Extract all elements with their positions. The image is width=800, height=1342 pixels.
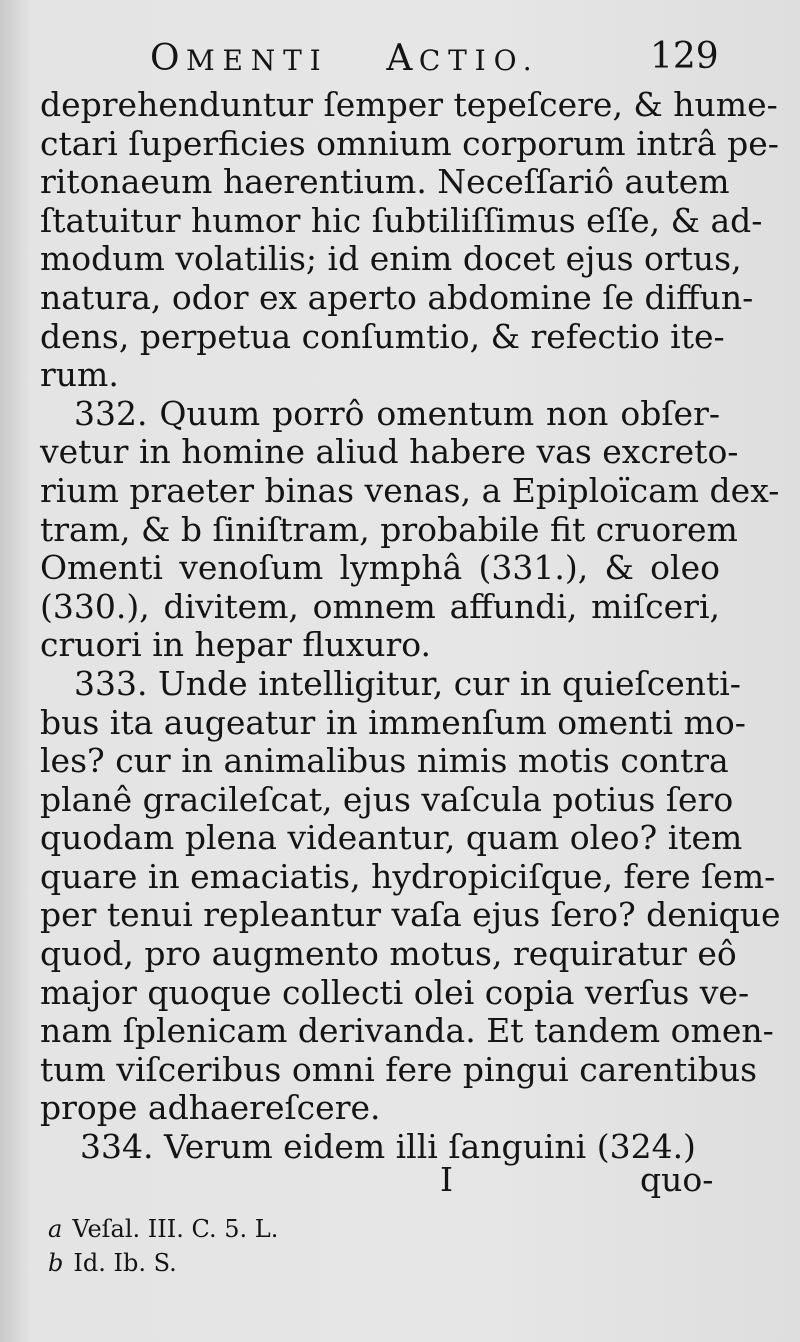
- text-line: quare in emaciatis, hydropiciſque, fere ſem-: [40, 856, 776, 896]
- text-line: ctari ſuperficies omnium corporum intrâ pe-: [40, 123, 779, 163]
- footnotes: [48, 1212, 278, 1280]
- paragraph-334-start: 334. Verum eidem illi ſanguini (324.): [80, 1127, 696, 1167]
- text-line: deprehenduntur ſemper tepeſcere, & hume-: [40, 85, 778, 124]
- header-initial-o: O: [150, 38, 186, 79]
- text-line: dens, perpetua conſumtio, & refectio ite-: [40, 316, 725, 356]
- text-line: quodam plena videantur, quam oleo? item: [40, 818, 743, 858]
- text-line: prope adhaereſcere.: [40, 1088, 381, 1128]
- text-line: les? cur in animalibus nimis motis contra: [40, 741, 729, 781]
- footnote-text: Veſal. III. C. 5. L.: [72, 1215, 279, 1243]
- paragraph-333-start: 333. Unde intelligitur, cur in quieſcenti-: [74, 663, 741, 703]
- text-line: per tenui repleantur vaſa ejus ſero? denique: [40, 895, 781, 935]
- text-line: Omenti venoſum lymphâ (331.), & oleo: [40, 548, 720, 588]
- text-line: planê gracileſcat, ejus vaſcula potius ſero: [40, 779, 734, 819]
- catchline: [0, 1160, 720, 1200]
- running-header: [150, 38, 539, 79]
- footnote-a: [48, 1212, 278, 1246]
- footnote-text: Id. Ib. S.: [73, 1249, 177, 1277]
- signature-mark: I: [440, 1160, 454, 1199]
- paragraph-332-start: 332. Quum porrô omentum non obſer-: [74, 393, 720, 433]
- page-number: 129: [650, 36, 719, 77]
- text-line: vetur in homine aliud habere vas excreto-: [40, 432, 739, 472]
- header-word-menti: MENTI: [186, 44, 329, 77]
- text-line: bus ita augeatur in immenſum omenti mo-: [40, 702, 746, 742]
- text-line: quod, pro augmento motus, requiratur eô: [40, 934, 737, 974]
- text-line: (330.), divitem, omnem affundi, miſceri,: [40, 586, 720, 626]
- text-line: modum volatilis; id enim docet ejus ortus,: [40, 239, 742, 279]
- header-word-actio: CTIO.: [418, 44, 540, 77]
- text-line: major quoque collecti olei copia verſus ve-: [40, 972, 750, 1012]
- text-line: nam ſplenicam derivanda. Et tandem omen-: [40, 1011, 774, 1051]
- catchword: quo-: [640, 1160, 714, 1199]
- header-initial-a: A: [386, 38, 419, 79]
- footnote-mark: b: [48, 1249, 64, 1277]
- text-line: rium praeter binas venas, a Epiploïcam dex-: [40, 470, 780, 510]
- text-line: tum viſceribus omni fere pingui carentibus: [40, 1049, 758, 1089]
- text-line: ritonaeum haerentium. Neceſſariô autem: [40, 162, 730, 202]
- footnote-mark: a: [48, 1215, 63, 1243]
- body-text: [40, 85, 781, 1167]
- text-line: ſtatuitur humor hic ſubtiliſſimus eſſe, & ad-: [40, 200, 763, 240]
- footnote-b: [48, 1246, 278, 1280]
- text-line: natura, odor ex aperto abdomine ſe diffun-: [40, 277, 754, 317]
- text-line: cruori in hepar fluxuro.: [40, 625, 432, 665]
- text-line: rum.: [40, 355, 119, 395]
- text-line: tram, & b ſiniſtram, probabile fit cruorem: [40, 509, 738, 549]
